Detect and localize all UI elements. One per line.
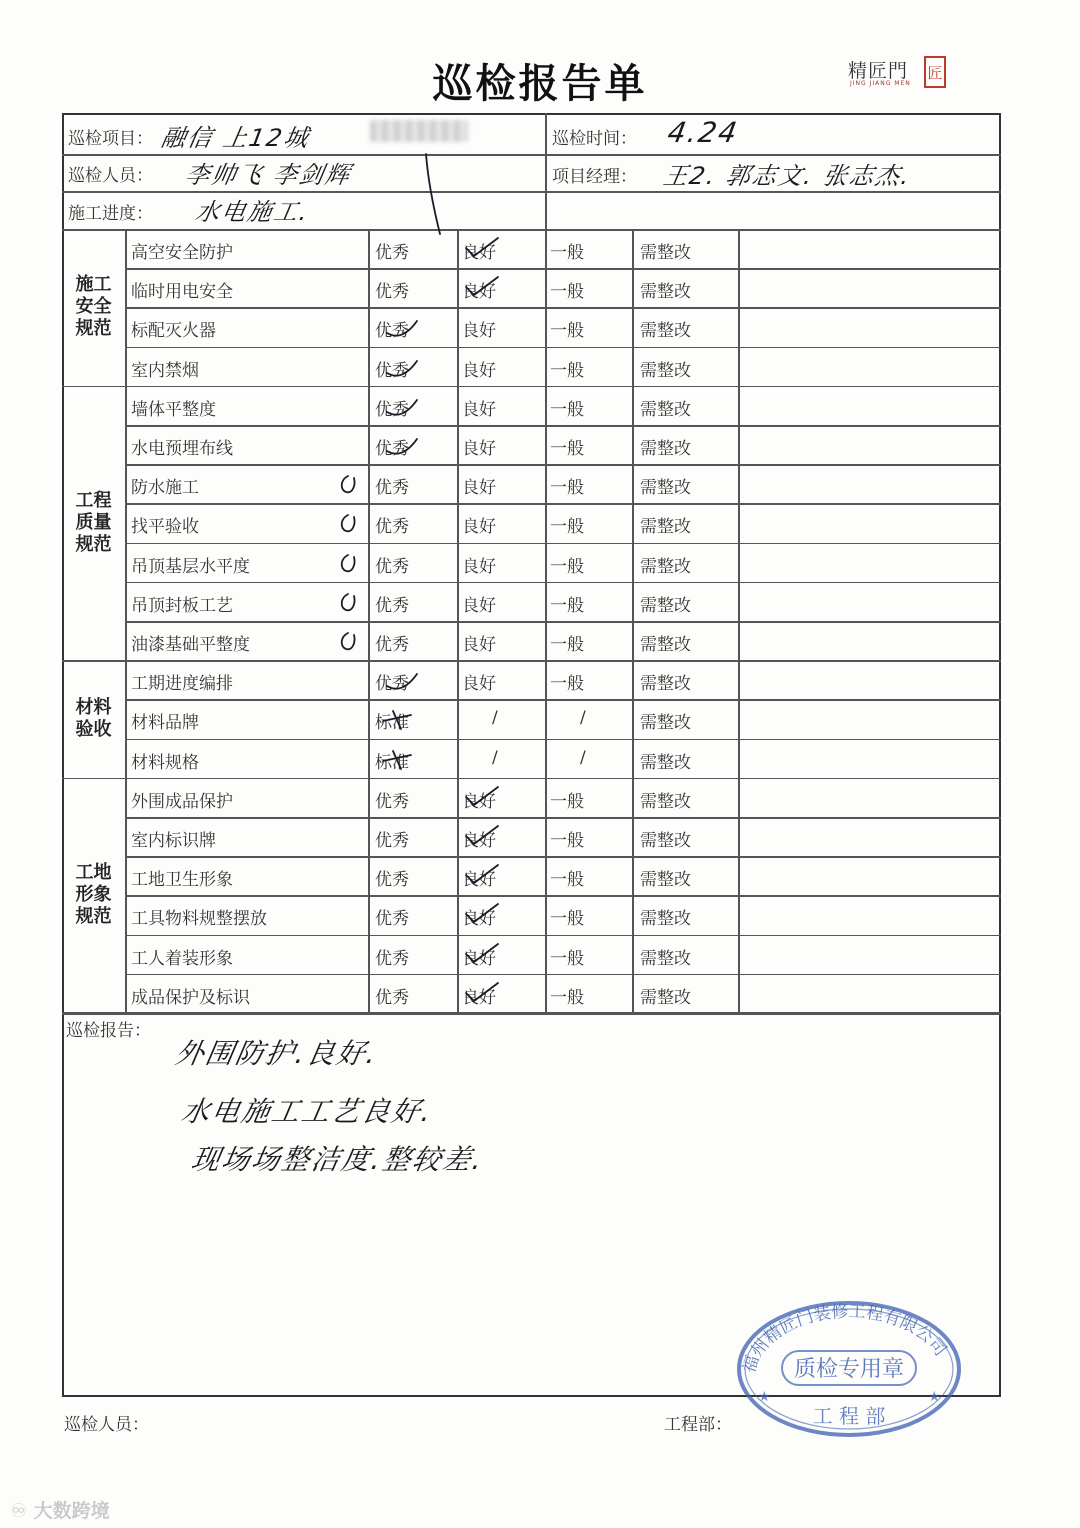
category-label-line: 施工 xyxy=(75,274,112,296)
excellent-option[interactable]: 优秀 xyxy=(375,674,409,695)
rectify-option[interactable]: 需整改 xyxy=(640,713,691,734)
category-label-line: 工地 xyxy=(75,862,112,884)
normal-option[interactable]: 一般 xyxy=(550,321,584,342)
rectify-option[interactable]: 需整改 xyxy=(640,870,691,891)
redacted-area xyxy=(370,120,468,142)
rectify-option[interactable]: 需整改 xyxy=(640,635,691,655)
rectify-option[interactable]: 需整改 xyxy=(640,909,691,930)
normal-option[interactable]: 一般 xyxy=(550,635,584,655)
rectify-option[interactable]: 需整改 xyxy=(640,595,691,616)
divider xyxy=(125,503,1001,505)
checklist-item-label: 工具物料规整摆放 xyxy=(131,909,267,930)
rectify-option[interactable]: 需整改 xyxy=(640,791,691,812)
logo-mark: 匠 xyxy=(924,56,946,88)
divider xyxy=(125,307,1001,309)
divider xyxy=(125,935,1001,937)
good-option[interactable]: 良好 xyxy=(462,243,496,263)
watermark-icon: ♾ xyxy=(10,1500,28,1522)
document-title: 巡检报告单 xyxy=(432,61,648,107)
normal-option[interactable]: 一般 xyxy=(550,282,584,303)
checklist-item-label: 工人着装形象 xyxy=(131,948,233,969)
circle-mark-icon xyxy=(334,470,384,500)
category-label-line: 规范 xyxy=(75,318,112,340)
rectify-option[interactable]: 需整改 xyxy=(640,478,691,499)
check-mark-icon xyxy=(462,234,512,264)
rectify-option[interactable]: 需整改 xyxy=(640,556,691,577)
good-option[interactable]: 良好 xyxy=(462,399,496,420)
category-label xyxy=(62,697,125,741)
cross-mark-icon xyxy=(377,745,427,775)
progress-label: 施工进度： xyxy=(68,204,153,224)
normal-option[interactable]: 一般 xyxy=(550,478,584,499)
category-label xyxy=(62,274,125,340)
excellent-option[interactable]: 优秀 xyxy=(375,439,409,459)
good-option[interactable]: 良好 xyxy=(462,635,496,655)
normal-option[interactable]: 一般 xyxy=(550,831,584,851)
stamp-bottom-text: 工 程 部 xyxy=(812,1404,886,1428)
checklist-item-label: 材料品牌 xyxy=(131,713,199,734)
good-option[interactable]: 良好 xyxy=(462,517,496,538)
normal-option[interactable]: 一般 xyxy=(550,987,584,1008)
category-label-line: 工程 xyxy=(75,490,112,511)
normal-option[interactable]: 一般 xyxy=(550,243,584,263)
divider xyxy=(125,739,1001,741)
divider xyxy=(62,386,1001,388)
divider xyxy=(125,543,1001,545)
excellent-option[interactable]: 优秀 xyxy=(375,399,409,420)
divider xyxy=(632,229,634,1013)
watermark xyxy=(10,1496,110,1523)
normal-option[interactable]: 一般 xyxy=(550,556,584,577)
category-label xyxy=(62,862,125,928)
pen-stroke xyxy=(420,150,460,240)
logo-subtext: JING JIANG MEN xyxy=(850,80,911,87)
slash-option: / xyxy=(580,747,586,768)
checklist-item-label: 吊顶封板工艺 xyxy=(131,595,233,616)
excellent-option[interactable]: 优秀 xyxy=(375,478,409,499)
logo-text: 精匠門 xyxy=(848,60,909,82)
excellent-option[interactable]: 优秀 xyxy=(375,791,409,812)
checklist-item-label: 防水施工 xyxy=(131,478,199,499)
slash-option: / xyxy=(492,747,498,768)
rectify-option[interactable]: 需整改 xyxy=(640,987,691,1008)
check-mark-icon xyxy=(462,861,512,891)
check-mark-icon xyxy=(462,783,512,813)
normal-option[interactable]: 一般 xyxy=(550,595,584,616)
good-option[interactable]: 良好 xyxy=(462,595,496,616)
divider xyxy=(125,425,1001,427)
normal-option[interactable]: 一般 xyxy=(550,399,584,420)
time-label: 巡检时间： xyxy=(552,129,637,149)
divider xyxy=(125,817,1001,819)
check-mark-icon xyxy=(383,355,433,385)
quality-inspection-stamp xyxy=(734,1297,964,1437)
manager-value: 王2. 郭志文. 张志杰. xyxy=(661,162,914,190)
manager-label: 项目经理： xyxy=(552,167,637,187)
slash-option: / xyxy=(492,708,498,729)
normal-option[interactable]: 一般 xyxy=(550,360,584,381)
circle-mark-icon xyxy=(334,627,384,657)
check-mark-icon xyxy=(383,394,433,424)
category-label-line: 规范 xyxy=(75,906,112,928)
excellent-option[interactable]: 优秀 xyxy=(375,360,409,381)
checklist-item-label: 室内标识牌 xyxy=(131,831,216,851)
divider xyxy=(125,229,127,1013)
excellent-option[interactable]: 优秀 xyxy=(375,948,409,969)
rectify-option[interactable]: 需整改 xyxy=(640,282,691,303)
good-option[interactable]: 良好 xyxy=(462,360,496,381)
excellent-option[interactable]: 优秀 xyxy=(375,831,409,851)
divider xyxy=(62,660,1001,662)
stamp-ring-text: 福州精匠门装修工程有限公司 xyxy=(739,1301,951,1376)
divider xyxy=(62,229,1001,231)
company-logo xyxy=(848,56,948,94)
excellent-option[interactable]: 优秀 xyxy=(375,870,409,891)
checklist-item-label: 标配灭火器 xyxy=(131,321,216,342)
checklist-item-label: 吊顶基层水平度 xyxy=(131,556,250,577)
category-label-line: 安全 xyxy=(75,296,112,318)
check-mark-icon xyxy=(383,668,433,698)
good-option[interactable]: 良好 xyxy=(462,909,496,930)
footer-dept-label: 工程部： xyxy=(664,1415,732,1435)
good-option[interactable]: 良好 xyxy=(462,321,496,342)
divider xyxy=(125,621,1001,623)
good-option[interactable]: 良好 xyxy=(462,439,496,459)
normal-option[interactable]: 一般 xyxy=(550,791,584,812)
circle-mark-icon xyxy=(334,509,384,539)
divider xyxy=(125,268,1001,270)
excellent-option[interactable]: 优秀 xyxy=(375,987,409,1008)
check-mark-icon xyxy=(383,433,433,463)
category-label xyxy=(62,490,125,556)
cross-mark-icon xyxy=(377,705,427,735)
checklist-item-label: 工地卫生形象 xyxy=(131,870,233,891)
divider xyxy=(457,229,459,1013)
project-label: 巡检项目： xyxy=(68,129,153,149)
check-mark-icon xyxy=(462,940,512,970)
excellent-option[interactable]: 优秀 xyxy=(375,635,409,655)
checklist-item-label: 成品保护及标识 xyxy=(131,987,250,1008)
slash-option: / xyxy=(580,708,586,729)
normal-option[interactable]: 一般 xyxy=(550,870,584,891)
rectify-option[interactable]: 需整改 xyxy=(640,831,691,851)
inspection-form xyxy=(62,113,1001,1397)
standard-option[interactable]: 标准 xyxy=(375,752,409,773)
divider xyxy=(738,229,740,1013)
checklist-item-label: 高空安全防护 xyxy=(131,243,233,263)
check-mark-icon xyxy=(462,273,512,303)
check-mark-icon xyxy=(462,900,512,930)
rectify-option[interactable]: 需整改 xyxy=(640,399,691,420)
checklist-item-label: 室内禁烟 xyxy=(131,360,199,381)
standard-option[interactable]: 标准 xyxy=(375,713,409,734)
divider xyxy=(125,895,1001,897)
checklist-item-label: 临时用电安全 xyxy=(131,282,233,303)
category-label-line: 材料 xyxy=(75,697,112,718)
divider xyxy=(545,113,547,230)
checklist-item-label: 墙体平整度 xyxy=(131,399,216,420)
check-mark-icon xyxy=(462,822,512,852)
watermark-text: 大数跨境 xyxy=(33,1500,110,1522)
normal-option[interactable]: 一般 xyxy=(550,674,584,695)
project-value: 融信 上12城 xyxy=(159,124,313,152)
normal-option[interactable]: 一般 xyxy=(550,948,584,969)
divider xyxy=(125,464,1001,466)
stamp-star-icon: ★ xyxy=(928,1389,941,1405)
stamp-star-icon: ★ xyxy=(758,1389,771,1405)
circle-mark-icon xyxy=(334,588,384,618)
category-label-line: 质量 xyxy=(75,512,112,533)
checklist-item-label: 油漆基础平整度 xyxy=(131,635,250,655)
checklist-item-label: 工期进度编排 xyxy=(131,674,233,695)
category-label-line: 规范 xyxy=(75,534,112,555)
excellent-option[interactable]: 优秀 xyxy=(375,243,409,263)
time-value: 4.24 xyxy=(665,116,742,149)
progress-value: 水电施工. xyxy=(193,198,312,226)
report-line: 外围防护.良好. xyxy=(172,1037,381,1070)
excellent-option[interactable]: 优秀 xyxy=(375,556,409,577)
checklist-item-label: 外围成品保护 xyxy=(131,791,233,812)
divider xyxy=(62,778,1001,780)
category-label-line: 验收 xyxy=(75,719,112,740)
rectify-option[interactable]: 需整改 xyxy=(640,752,691,773)
report-line: 现场场整洁度.整较差. xyxy=(188,1143,487,1176)
report-label: 巡检报告： xyxy=(66,1021,151,1041)
category-label-line: 形象 xyxy=(75,884,112,906)
good-option[interactable]: 良好 xyxy=(462,987,496,1008)
divider xyxy=(368,229,370,1013)
normal-option[interactable]: 一般 xyxy=(550,517,584,538)
stamp-center-text: 质检专用章 xyxy=(793,1357,905,1382)
good-option[interactable]: 良好 xyxy=(462,556,496,577)
good-option[interactable]: 良好 xyxy=(462,948,496,969)
divider xyxy=(125,856,1001,858)
circle-mark-icon xyxy=(334,549,384,579)
excellent-option[interactable]: 优秀 xyxy=(375,517,409,538)
rectify-option[interactable]: 需整改 xyxy=(640,674,691,695)
checklist-item-label: 找平验收 xyxy=(131,517,199,538)
rectify-option[interactable]: 需整改 xyxy=(640,439,691,459)
inspector-value: 李帅飞 李剑辉 xyxy=(183,161,354,189)
excellent-option[interactable]: 优秀 xyxy=(375,282,409,303)
good-option[interactable]: 良好 xyxy=(462,478,496,499)
footer-inspector-label: 巡检人员： xyxy=(64,1415,149,1435)
rectify-option[interactable]: 需整改 xyxy=(640,243,691,263)
good-option[interactable]: 良好 xyxy=(462,870,496,891)
report-line: 水电施工工艺良好. xyxy=(178,1095,436,1128)
good-option[interactable]: 良好 xyxy=(462,674,496,695)
checklist-item-label: 水电预埋布线 xyxy=(131,439,233,459)
rectify-option[interactable]: 需整改 xyxy=(640,948,691,969)
good-option[interactable]: 良好 xyxy=(462,791,496,812)
inspector-label: 巡检人员： xyxy=(68,166,153,186)
divider xyxy=(125,347,1001,349)
check-mark-icon xyxy=(462,979,512,1009)
divider xyxy=(125,699,1001,701)
rectify-option[interactable]: 需整改 xyxy=(640,517,691,538)
divider xyxy=(62,1012,1001,1014)
divider xyxy=(545,229,547,1013)
rectify-option[interactable]: 需整改 xyxy=(640,321,691,342)
normal-option[interactable]: 一般 xyxy=(550,439,584,459)
checklist-item-label: 材料规格 xyxy=(131,752,199,773)
excellent-option[interactable]: 优秀 xyxy=(375,321,409,342)
divider xyxy=(125,582,1001,584)
check-mark-icon xyxy=(383,315,433,345)
normal-option[interactable]: 一般 xyxy=(550,909,584,930)
excellent-option[interactable]: 优秀 xyxy=(375,595,409,616)
divider xyxy=(125,974,1001,976)
good-option[interactable]: 良好 xyxy=(462,831,496,851)
good-option[interactable]: 良好 xyxy=(462,282,496,303)
excellent-option[interactable]: 优秀 xyxy=(375,909,409,930)
rectify-option[interactable]: 需整改 xyxy=(640,360,691,381)
